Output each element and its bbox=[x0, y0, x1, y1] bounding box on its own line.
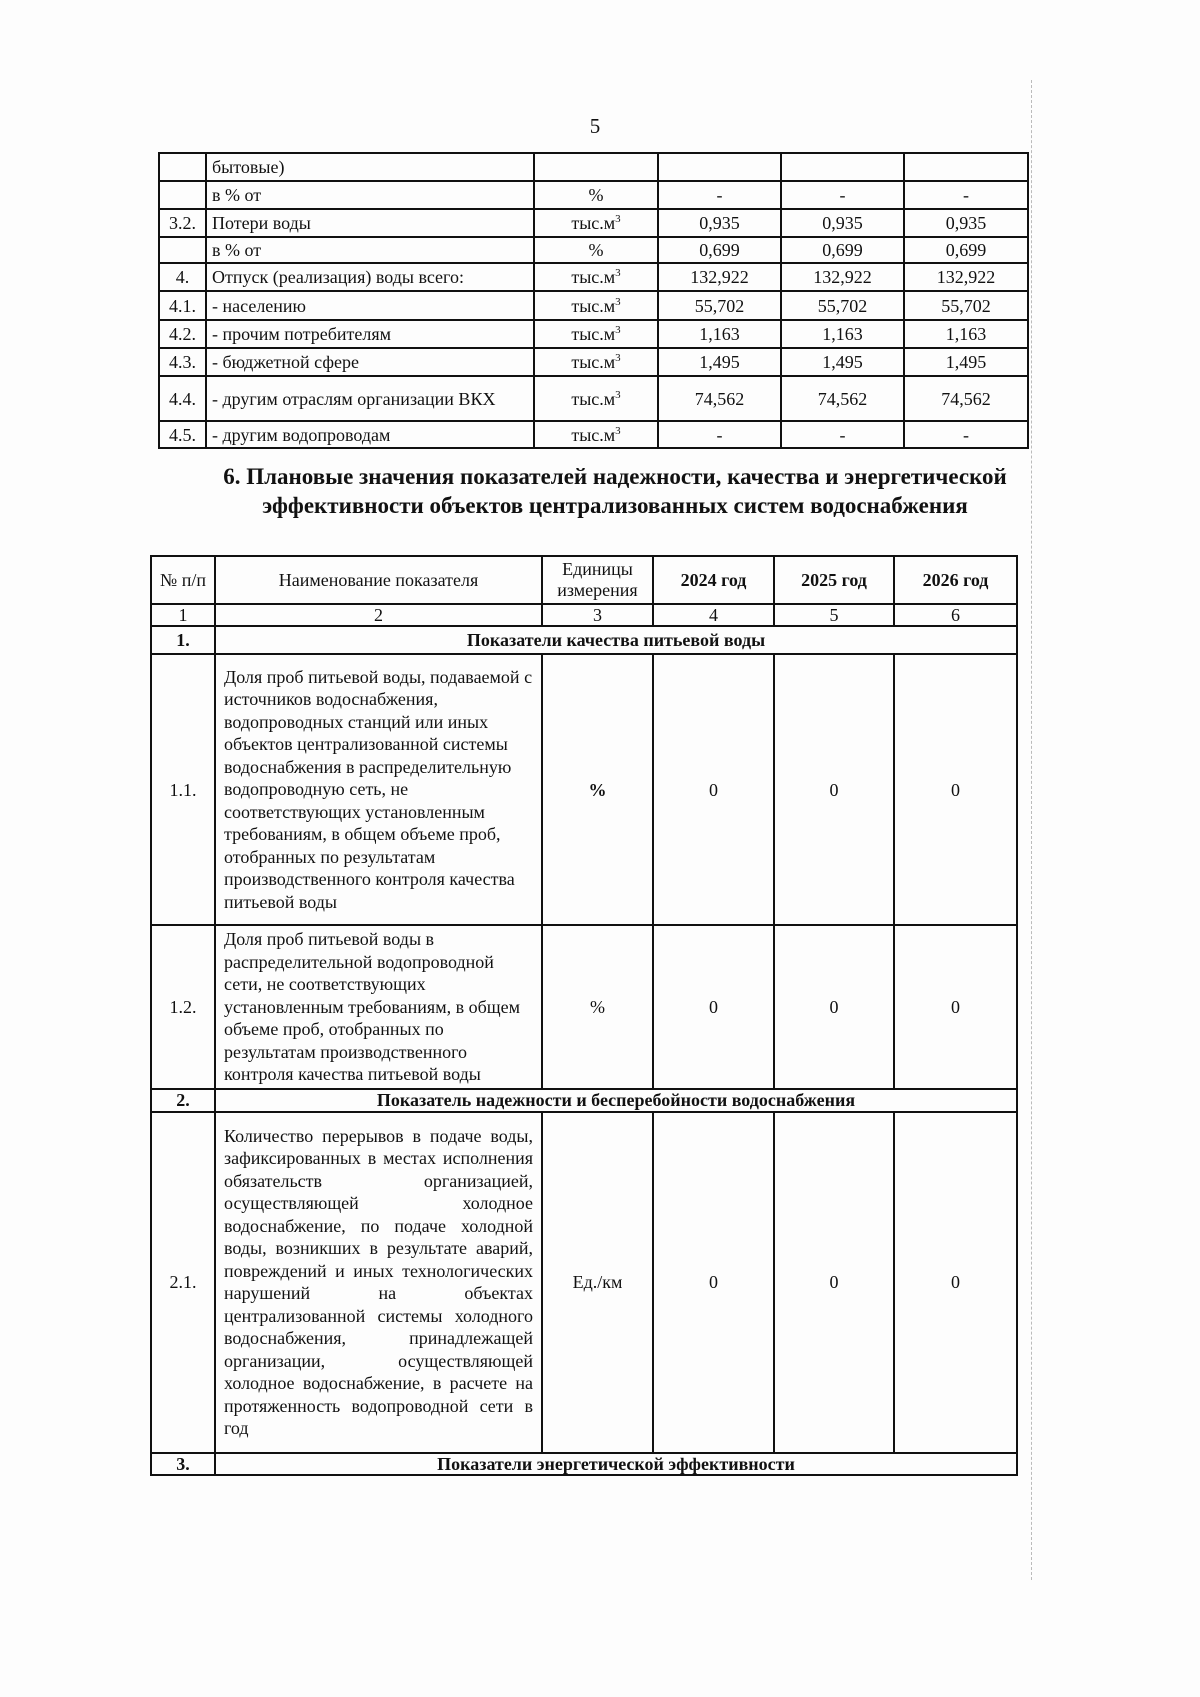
table-row bbox=[159, 153, 1028, 181]
row-name: Доля проб питьевой воды, подаваемой с источников водоснабжения, водопроводных станций или иных объектов централизованной системы водоснабжения в распределительную водопроводную сеть, не соответствующих установленным требованиям, в общем объеме проб, отобранных по результатам производственного контроля качества питьевой воды bbox=[215, 654, 542, 925]
unit-exponent: 3 bbox=[615, 213, 621, 225]
table-row bbox=[151, 925, 1017, 1089]
row-num: 1.1. bbox=[151, 654, 215, 925]
value-2026: 1,163 bbox=[904, 320, 1028, 348]
value-2026: 0 bbox=[894, 925, 1017, 1089]
row-num: 3.2. bbox=[159, 209, 206, 237]
row-name: в % от bbox=[206, 181, 534, 209]
table-row bbox=[159, 421, 1028, 448]
row-name: - бюджетной сфере bbox=[206, 348, 534, 376]
row-unit: % bbox=[542, 925, 653, 1089]
table-row bbox=[159, 263, 1028, 291]
unit-text: тыс.м bbox=[571, 352, 616, 372]
value-2026 bbox=[904, 153, 1028, 181]
section-label: Показатель надежности и бесперебойности водоснабжения bbox=[215, 1089, 1017, 1112]
value-2026: 0,699 bbox=[904, 237, 1028, 263]
value-2025: 74,562 bbox=[781, 376, 904, 421]
value-2024: 0 bbox=[653, 925, 774, 1089]
row-unit: % bbox=[542, 654, 653, 925]
header-num: № п/п bbox=[151, 556, 215, 604]
row-name: в % от bbox=[206, 237, 534, 263]
row-unit bbox=[534, 291, 658, 320]
row-num: 1.2. bbox=[151, 925, 215, 1089]
row-unit bbox=[534, 348, 658, 376]
unit-exponent: 3 bbox=[615, 295, 621, 308]
col-number: 2 bbox=[215, 604, 542, 626]
value-2026: 55,702 bbox=[904, 291, 1028, 320]
table-row bbox=[159, 181, 1028, 209]
value-2024 bbox=[658, 153, 781, 181]
unit-text: тыс.м bbox=[571, 213, 616, 233]
row-name: - другим отраслям организации ВКХ bbox=[206, 376, 534, 421]
value-2024: 55,702 bbox=[658, 291, 781, 320]
unit-text: % bbox=[588, 240, 604, 260]
section-label: Показатели энергетической эффективности bbox=[215, 1453, 1017, 1475]
row-num bbox=[159, 153, 206, 181]
value-2025: 0,699 bbox=[781, 237, 904, 263]
table-row bbox=[159, 320, 1028, 348]
unit-text: % bbox=[588, 185, 604, 205]
value-2024: 132,922 bbox=[658, 263, 781, 291]
col-number: 4 bbox=[653, 604, 774, 626]
value-2024: 0 bbox=[653, 1112, 774, 1453]
unit-exponent: 3 bbox=[615, 324, 621, 336]
row-unit bbox=[534, 320, 658, 348]
section-row bbox=[151, 1089, 1017, 1112]
col-number: 6 bbox=[894, 604, 1017, 626]
consumption-table bbox=[158, 152, 1029, 449]
section-num: 3. bbox=[151, 1453, 215, 1475]
row-name: - другим водопроводам bbox=[206, 421, 534, 448]
section-row bbox=[151, 1453, 1017, 1475]
unit-text: тыс.м bbox=[571, 295, 616, 316]
value-2025: 55,702 bbox=[781, 291, 904, 320]
row-num: 4.5. bbox=[159, 421, 206, 448]
scan-edge bbox=[1030, 80, 1032, 1580]
col-number: 1 bbox=[151, 604, 215, 626]
unit-text: тыс.м bbox=[571, 388, 616, 409]
section-num: 1. bbox=[151, 626, 215, 654]
value-2026: 1,495 bbox=[904, 348, 1028, 376]
row-name: - прочим потребителям bbox=[206, 320, 534, 348]
row-name: Потери воды bbox=[206, 209, 534, 237]
value-2025: 1,495 bbox=[781, 348, 904, 376]
row-unit bbox=[534, 237, 658, 263]
unit-text: тыс.м bbox=[571, 324, 616, 344]
row-num bbox=[159, 181, 206, 209]
row-unit bbox=[534, 376, 658, 421]
value-2025: - bbox=[781, 421, 904, 448]
unit-exponent: 3 bbox=[615, 424, 621, 437]
value-2025: 132,922 bbox=[781, 263, 904, 291]
value-2024: - bbox=[658, 181, 781, 209]
value-2025: 0,935 bbox=[781, 209, 904, 237]
indicators-table bbox=[150, 555, 1018, 1476]
row-name: Отпуск (реализация) воды всего: bbox=[206, 263, 534, 291]
value-2024: 74,562 bbox=[658, 376, 781, 421]
value-2024: 0,699 bbox=[658, 237, 781, 263]
row-unit: Ед./км bbox=[542, 1112, 653, 1453]
header-name: Наименование показателя bbox=[215, 556, 542, 604]
row-name: бытовые) bbox=[206, 153, 534, 181]
row-unit bbox=[534, 263, 658, 291]
table-row bbox=[159, 348, 1028, 376]
value-2024: 1,495 bbox=[658, 348, 781, 376]
section-num: 2. bbox=[151, 1089, 215, 1112]
col-number: 5 bbox=[774, 604, 894, 626]
row-num bbox=[159, 237, 206, 263]
unit-text: тыс.м bbox=[571, 424, 616, 445]
value-2025: 0 bbox=[774, 1112, 894, 1453]
value-2024: - bbox=[658, 421, 781, 448]
header-2024: 2024 год bbox=[653, 556, 774, 604]
value-2025: 0 bbox=[774, 925, 894, 1089]
value-2025: 1,163 bbox=[781, 320, 904, 348]
unit-text: тыс.м bbox=[571, 267, 616, 287]
row-unit bbox=[534, 181, 658, 209]
value-2024: 0 bbox=[653, 654, 774, 925]
value-2026: - bbox=[904, 421, 1028, 448]
table-row bbox=[159, 209, 1028, 237]
row-num: 4.4. bbox=[159, 376, 206, 421]
header-unit: Единицы измерения bbox=[542, 556, 653, 604]
value-2026: 0 bbox=[894, 1112, 1017, 1453]
row-num: 2.1. bbox=[151, 1112, 215, 1453]
value-2026: 0 bbox=[894, 654, 1017, 925]
value-2026: 132,922 bbox=[904, 263, 1028, 291]
col-number: 3 bbox=[542, 604, 653, 626]
table-row bbox=[151, 1112, 1017, 1453]
row-num: 4. bbox=[159, 263, 206, 291]
value-2025: 0 bbox=[774, 654, 894, 925]
column-numbers-row bbox=[151, 604, 1017, 626]
unit-exponent: 3 bbox=[615, 267, 621, 279]
row-name: Количество перерывов в подаче воды, зафиксированных в местах исполнения обязательств организацией, осуществляющей холодное водоснабжение, по подаче холодной воды, возникших в результате аварий, повреждений и иных технологических нарушений на объектах централизованной системы холодного водоснабжения, принадлежащей организации, осуществляющей холодное водоснабжение, в расчете на протяженность водопроводной сети в год bbox=[215, 1112, 542, 1453]
section-label: Показатели качества питьевой воды bbox=[215, 626, 1017, 654]
section-title: 6. Плановые значения показателей надежности, качества и энергетической эффективности объектов централизованных систем водоснабжения bbox=[223, 464, 1007, 518]
row-name: - населению bbox=[206, 291, 534, 320]
row-unit bbox=[534, 153, 658, 181]
unit-exponent: 3 bbox=[615, 352, 621, 364]
table-row bbox=[159, 291, 1028, 320]
table-row bbox=[159, 376, 1028, 421]
value-2026: - bbox=[904, 181, 1028, 209]
row-name: Доля проб питьевой воды в распределительной водопроводной сети, не соответствующих установленным требованиям, в общем объеме проб, отобранных по результатам производственного контроля качества питьевой воды bbox=[215, 925, 542, 1089]
row-unit bbox=[534, 421, 658, 448]
value-2026: 74,562 bbox=[904, 376, 1028, 421]
unit-exponent: 3 bbox=[615, 388, 621, 401]
page-number: 5 bbox=[589, 114, 601, 138]
row-num: 4.1. bbox=[159, 291, 206, 320]
value-2026: 0,935 bbox=[904, 209, 1028, 237]
value-2025: - bbox=[781, 181, 904, 209]
value-2024: 1,163 bbox=[658, 320, 781, 348]
section-row bbox=[151, 626, 1017, 654]
header-2025: 2025 год bbox=[774, 556, 894, 604]
value-2024: 0,935 bbox=[658, 209, 781, 237]
header-2026: 2026 год bbox=[894, 556, 1017, 604]
value-2025 bbox=[781, 153, 904, 181]
row-num: 4.2. bbox=[159, 320, 206, 348]
header-row bbox=[151, 556, 1017, 604]
table-row bbox=[151, 654, 1017, 925]
table-row bbox=[159, 237, 1028, 263]
row-num: 4.3. bbox=[159, 348, 206, 376]
row-unit bbox=[534, 209, 658, 237]
